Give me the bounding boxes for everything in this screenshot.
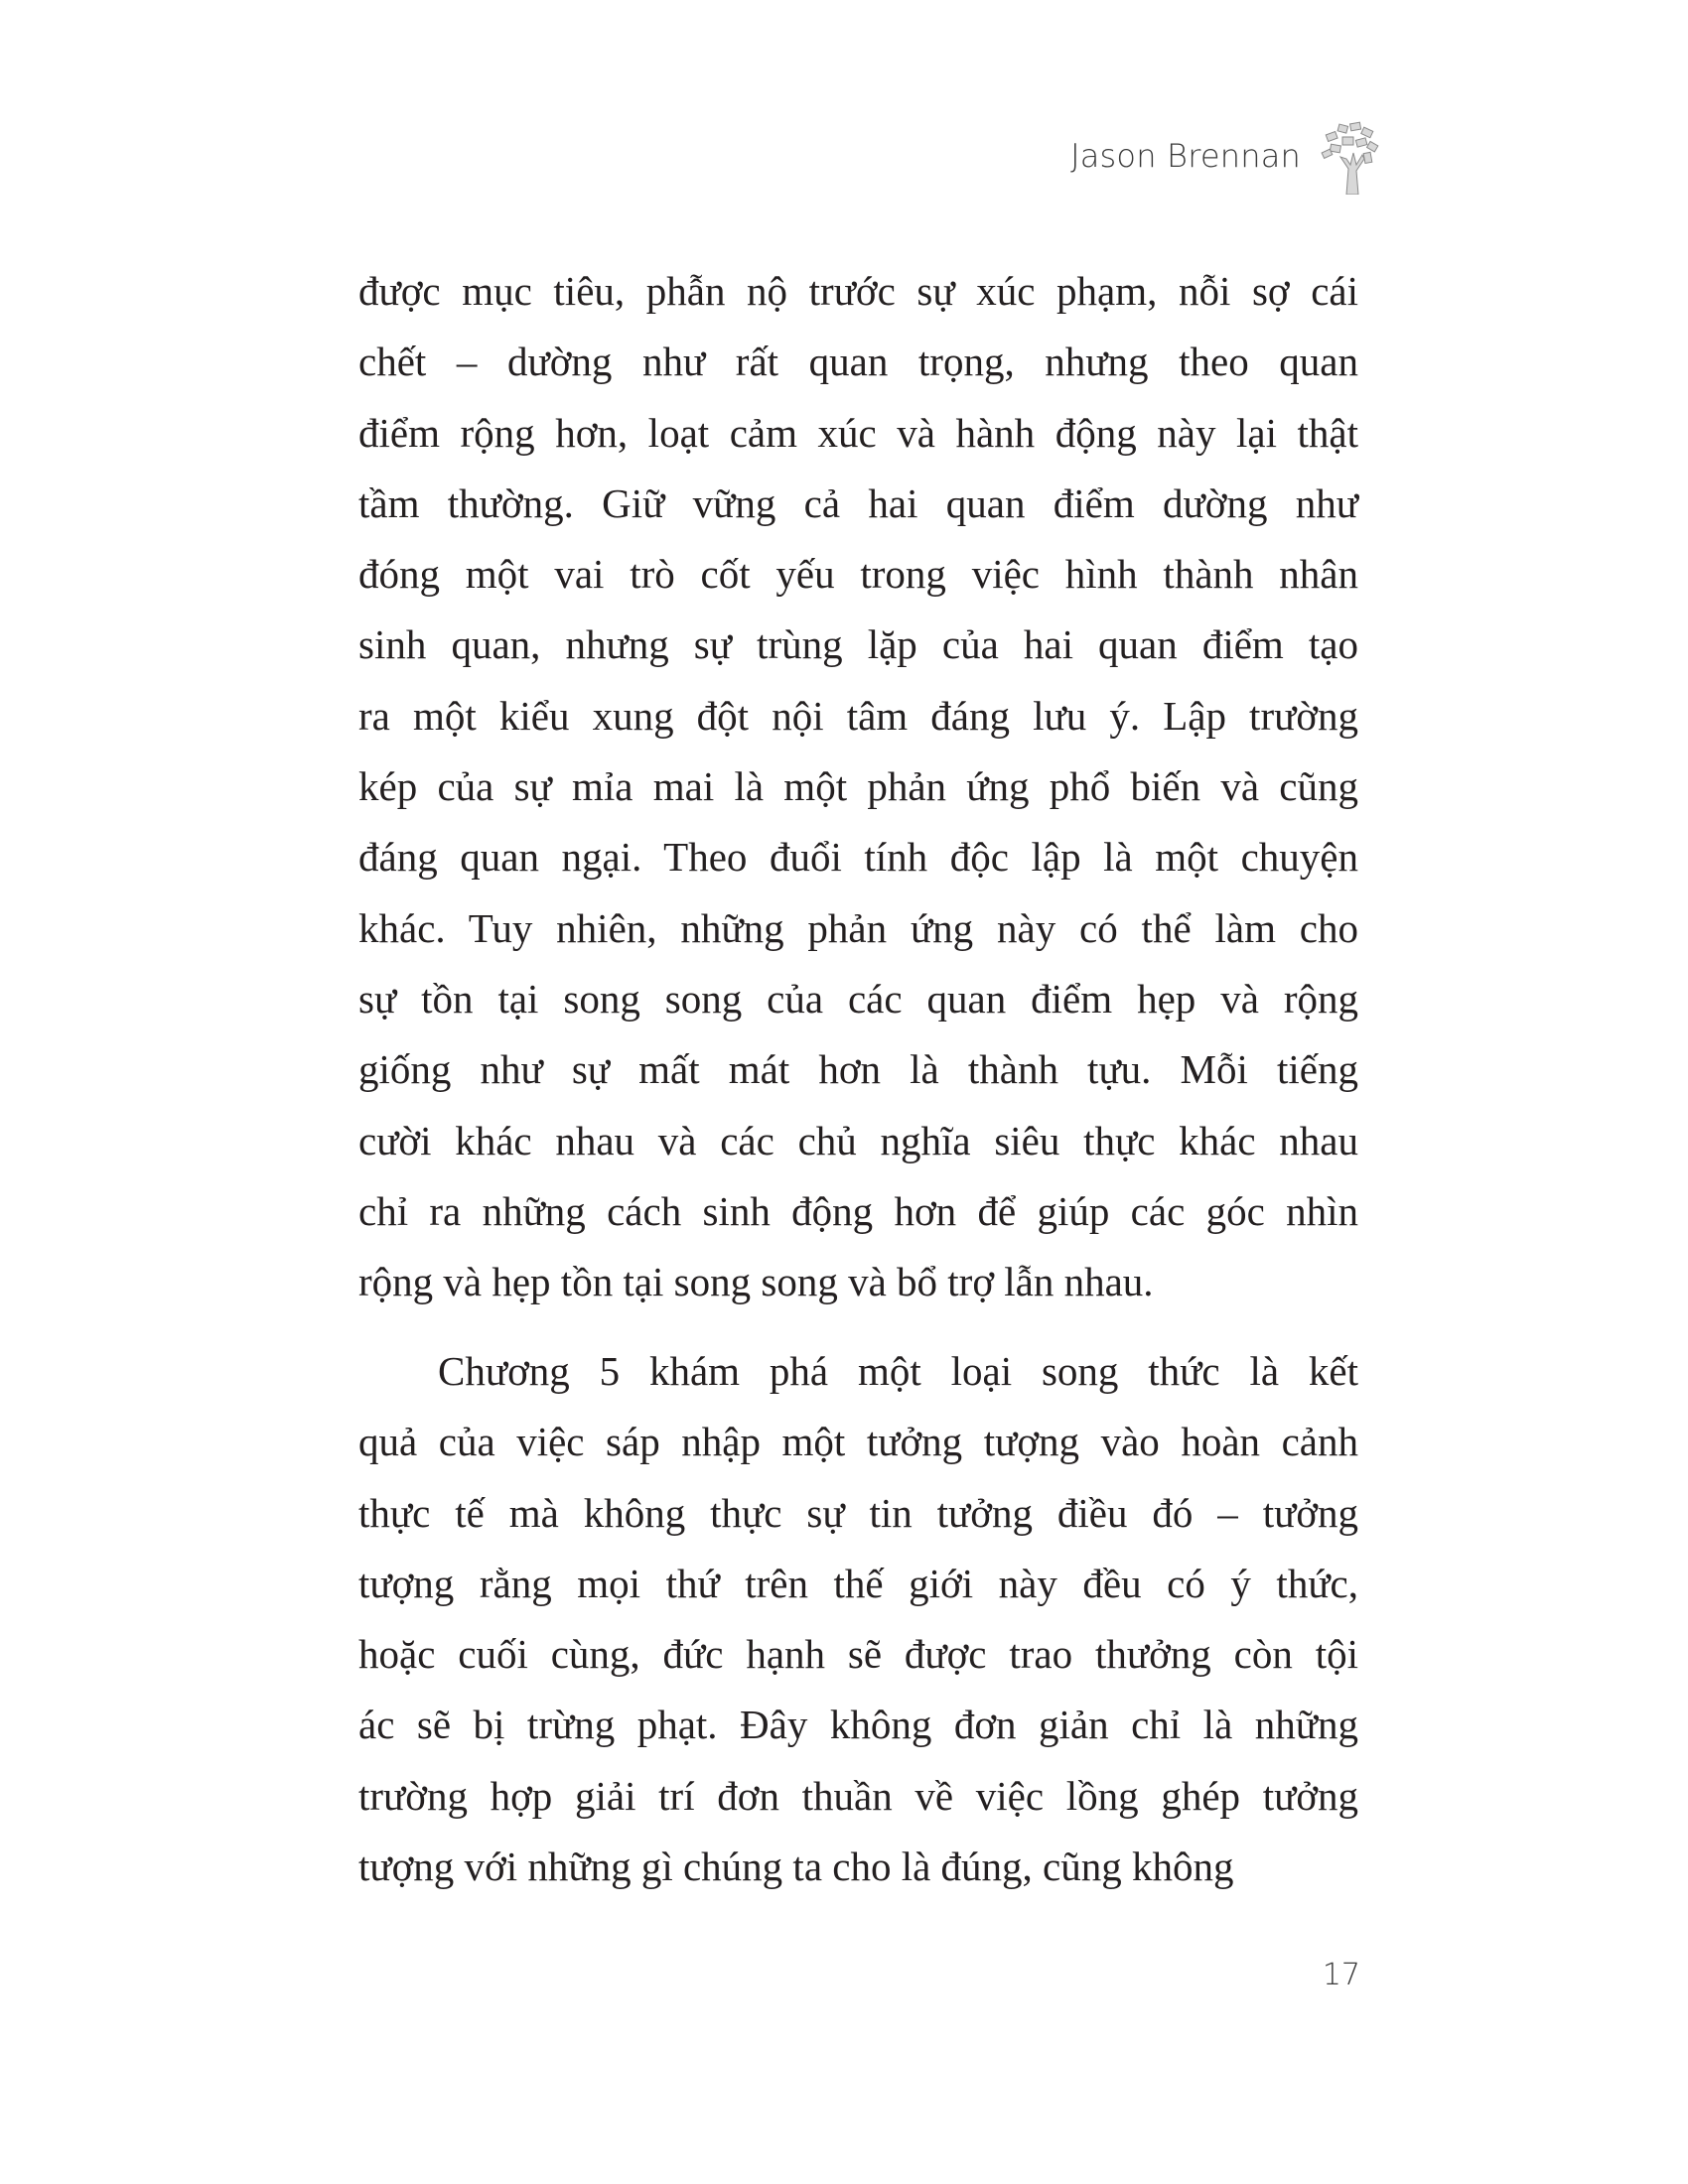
paragraph-1 [358, 256, 1358, 1317]
text-line: quả của việc sáp nhập một tưởng tượng vào hoàn cảnh [358, 1419, 1358, 1465]
page-number: 17 [1322, 1958, 1360, 1992]
text-line: đáng quan ngại. Theo đuổi tính độc lập là một chuyện [358, 834, 1358, 881]
text-line: điểm rộng hơn, loạt cảm xúc và hành động này lại thật [358, 409, 1358, 456]
text-line: tượng với những gì chúng ta cho là đúng, cũng không [358, 1843, 1234, 1890]
text-line: tầm thường. Giữ vững cả hai quan điểm dường như [358, 479, 1358, 526]
paragraph-2 [358, 1336, 1358, 1902]
text-line: sự tồn tại song song của các quan điểm hẹp và rộng [358, 975, 1358, 1022]
text-line: sinh quan, nhưng sự trùng lặp của hai quan điểm tạo [358, 621, 1358, 668]
text-line: ác sẽ bị trừng phạt. Đây không đơn giản chỉ là những [358, 1702, 1358, 1748]
text-line: kép của sự mỉa mai là một phản ứng phổ biến và cũng [358, 763, 1358, 810]
tree-icon [1321, 119, 1382, 195]
text-line: thực tế mà không thực sự tin tưởng điều đó – tưởng [358, 1489, 1358, 1536]
text-line: rộng và hẹp tồn tại song song và bổ trợ lẫn nhau. [358, 1259, 1154, 1305]
text-line: trường hợp giải trí đơn thuần về việc lồng ghép tưởng [358, 1772, 1358, 1819]
text-line: chỉ ra những cách sinh động hơn để giúp các góc nhìn [358, 1187, 1358, 1234]
text-line: giống như sự mất mát hơn là thành tựu. Mỗi tiếng [358, 1046, 1358, 1093]
text-line: tượng rằng mọi thứ trên thế giới này đều có ý thức, [358, 1560, 1358, 1606]
text-line: cười khác nhau và các chủ nghĩa siêu thực khác nhau [358, 1117, 1358, 1163]
text-line: ra một kiểu xung đột nội tâm đáng lưu ý. Lập trường [358, 692, 1358, 739]
text-line: đóng một vai trò cốt yếu trong việc hình thành nhân [358, 551, 1358, 598]
text-line: hoặc cuối cùng, đức hạnh sẽ được trao thưởng còn tội [358, 1631, 1358, 1678]
text-line: khác. Tuy nhiên, những phản ứng này có thể làm cho [358, 904, 1358, 951]
text-line: được mục tiêu, phẫn nộ trước sự xúc phạm, nỗi sợ cái [358, 268, 1358, 314]
text-line: chết – dường như rất quan trọng, nhưng theo quan [358, 339, 1358, 385]
text-line: Chương 5 khám phá một loại song thức là kết [438, 1348, 1358, 1394]
running-header-author: Jason Brennan [1070, 137, 1301, 175]
